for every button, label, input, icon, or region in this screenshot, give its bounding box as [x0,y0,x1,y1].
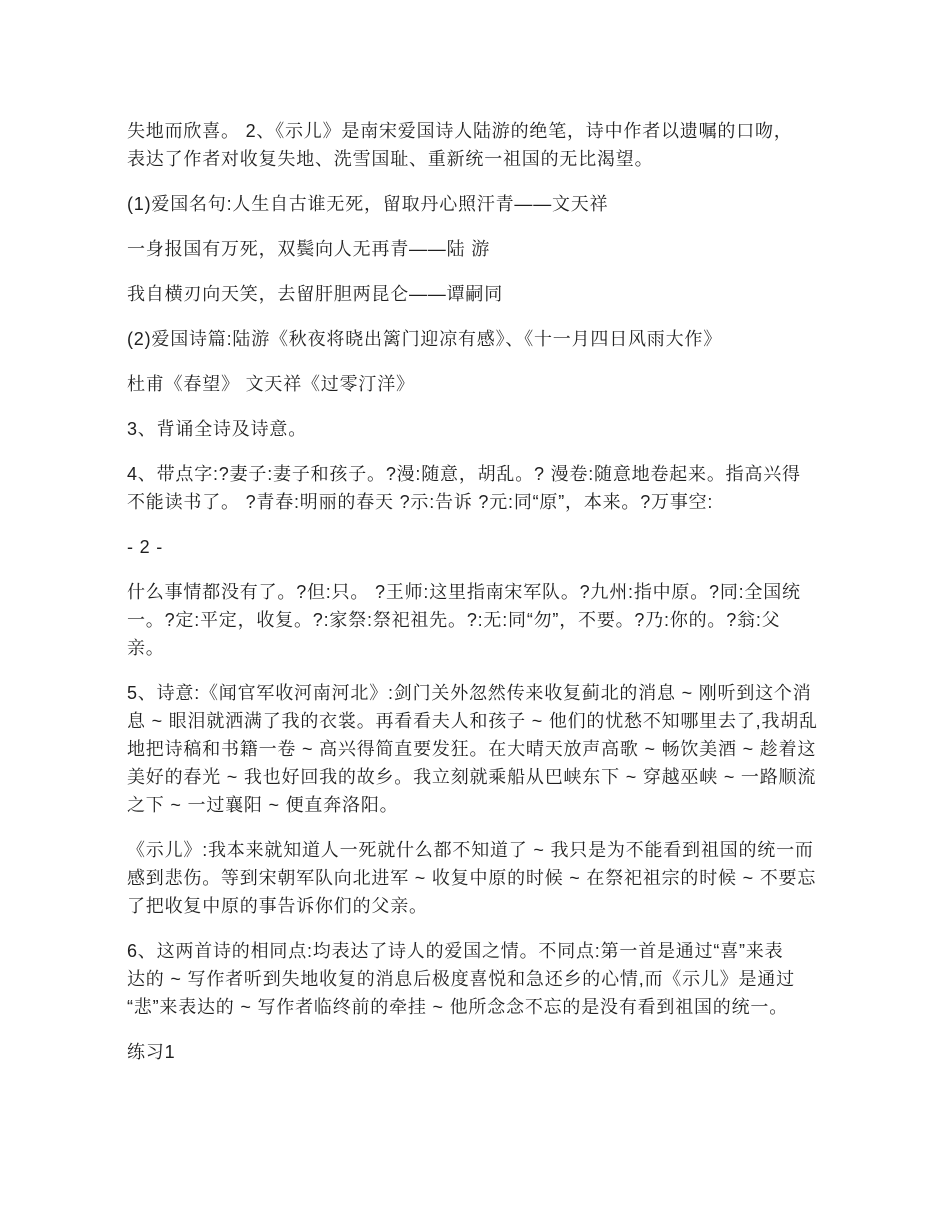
para-key-words-continued [127,578,827,662]
para-item5-poem-meaning-line-1: 5、诗意:《闻官军收河南河北》:剑门关外忽然传来收复蓟北的消息 ~ 刚听到这个消 [127,683,812,703]
para-patriotic-poems-1 [127,325,827,353]
para-item5-poem-meaning-line-3: 地把诗稿和书籍一卷 ~ 高兴得简直要发狂。在大晴天放声高歌 ~ 畅饮美酒 ~ 趁着这 [127,739,817,759]
para-patriotic-quote-3 [127,280,827,308]
para-item6-comparison-line-2: 达的 ~ 写作者听到失地收复的消息后极度喜悦和急还乡的心情,而《示儿》是通过 [127,969,795,989]
para-patriotic-poems-2-line-1: 杜甫《春望》 文天祥《过零汀洋》 [127,374,415,394]
para-key-words-continued-line-2: 一。?定:平定，收复。?:家祭:祭祀祖先。?:无:同“勿”，不要。?乃:你的。?翁:父 [127,610,781,630]
para-practice-heading [127,1038,827,1066]
para-key-words-continued-line-3: 亲。 [127,638,165,658]
para-patriotic-poems-2 [127,370,827,398]
document-body-text [127,117,827,1083]
para-shier-meaning-line-1: 《示儿》:我本来就知道人一死就什么都不知道了 ~ 我只是为不能看到祖国的统一而 [127,840,814,860]
para-summary-shier-line-2: 表达了作者对收复失地、洗雪国耻、重新统一祖国的无比渴望。 [127,149,654,169]
para-shier-meaning-line-3: 了把收复中原的事告诉你们的父亲。 [127,896,428,916]
para-item3-recite-line-1: 3、背诵全诗及诗意。 [127,419,308,439]
para-item5-poem-meaning [127,679,827,819]
page-number-marker [127,533,827,561]
para-patriotic-quote-2-line-1: 一身报国有万死，双鬓向人无再青——陆 游 [127,239,490,259]
page-number-marker-line-1: - 2 - [127,537,164,557]
para-patriotic-quote-3-line-1: 我自横刃向天笑，去留肝胆两昆仑——谭嗣同 [127,284,503,304]
para-item3-recite [127,415,827,443]
para-key-words-continued-line-1: 什么事情都没有了。?但:只。 ?王师:这里指南宋军队。?九州:指中原。?同:全国统 [127,582,801,602]
para-patriotic-quote-2 [127,235,827,263]
para-practice-heading-line-1: 练习1 [127,1042,176,1062]
para-summary-shier-line-1: 失地而欣喜。 2、《示儿》是南宋爱国诗人陆游的绝笔，诗中作者以遗嘱的口吻， [127,121,793,141]
para-patriotic-quote-1-line-1: (1)爱国名句:人生自古谁无死，留取丹心照汗青——文天祥 [127,194,609,214]
para-item6-comparison-line-1: 6、这两首诗的相同点:均表达了诗人的爱国之情。不同点:第一首是通过“喜”来表 [127,941,784,961]
para-shier-meaning-line-2: 感到悲伤。等到宋朝军队向北进军 ~ 收复中原的时候 ~ 在祭祀祖宗的时候 ~ 不要忘 [127,868,817,888]
para-item6-comparison [127,937,827,1021]
para-item4-key-words [127,460,827,516]
para-item5-poem-meaning-line-5: 之下 ~ 一过襄阳 ~ 便直奔洛阳。 [127,795,399,815]
para-item4-key-words-line-1: 4、带点字:?妻子:妻子和孩子。?漫:随意，胡乱。? 漫卷:随意地卷起来。指高兴得 [127,464,801,484]
para-item5-poem-meaning-line-2: 息 ~ 眼泪就洒满了我的衣裳。再看看夫人和孩子 ~ 他们的忧愁不知哪里去了,我胡乱 [127,711,818,731]
para-summary-shier [127,117,827,173]
para-item6-comparison-line-3: “悲”来表达的 ~ 写作者临终前的牵挂 ~ 他所念念不忘的是没有看到祖国的统一。 [127,997,789,1017]
para-shier-meaning [127,836,827,920]
para-item4-key-words-line-2: 不能读书了。 ?青春:明丽的春天 ?示:告诉 ?元:同“原”，本来。?万事空: [127,492,714,512]
para-patriotic-quote-1 [127,190,827,218]
para-patriotic-poems-1-line-1: (2)爱国诗篇:陆游《秋夜将晓出篱门迎凉有感》、《十一月四日风雨大作》 [127,329,722,349]
para-item5-poem-meaning-line-4: 美好的春光 ~ 我也好回我的故乡。我立刻就乘船从巴峡东下 ~ 穿越巫峡 ~ 一路顺流 [127,767,817,787]
